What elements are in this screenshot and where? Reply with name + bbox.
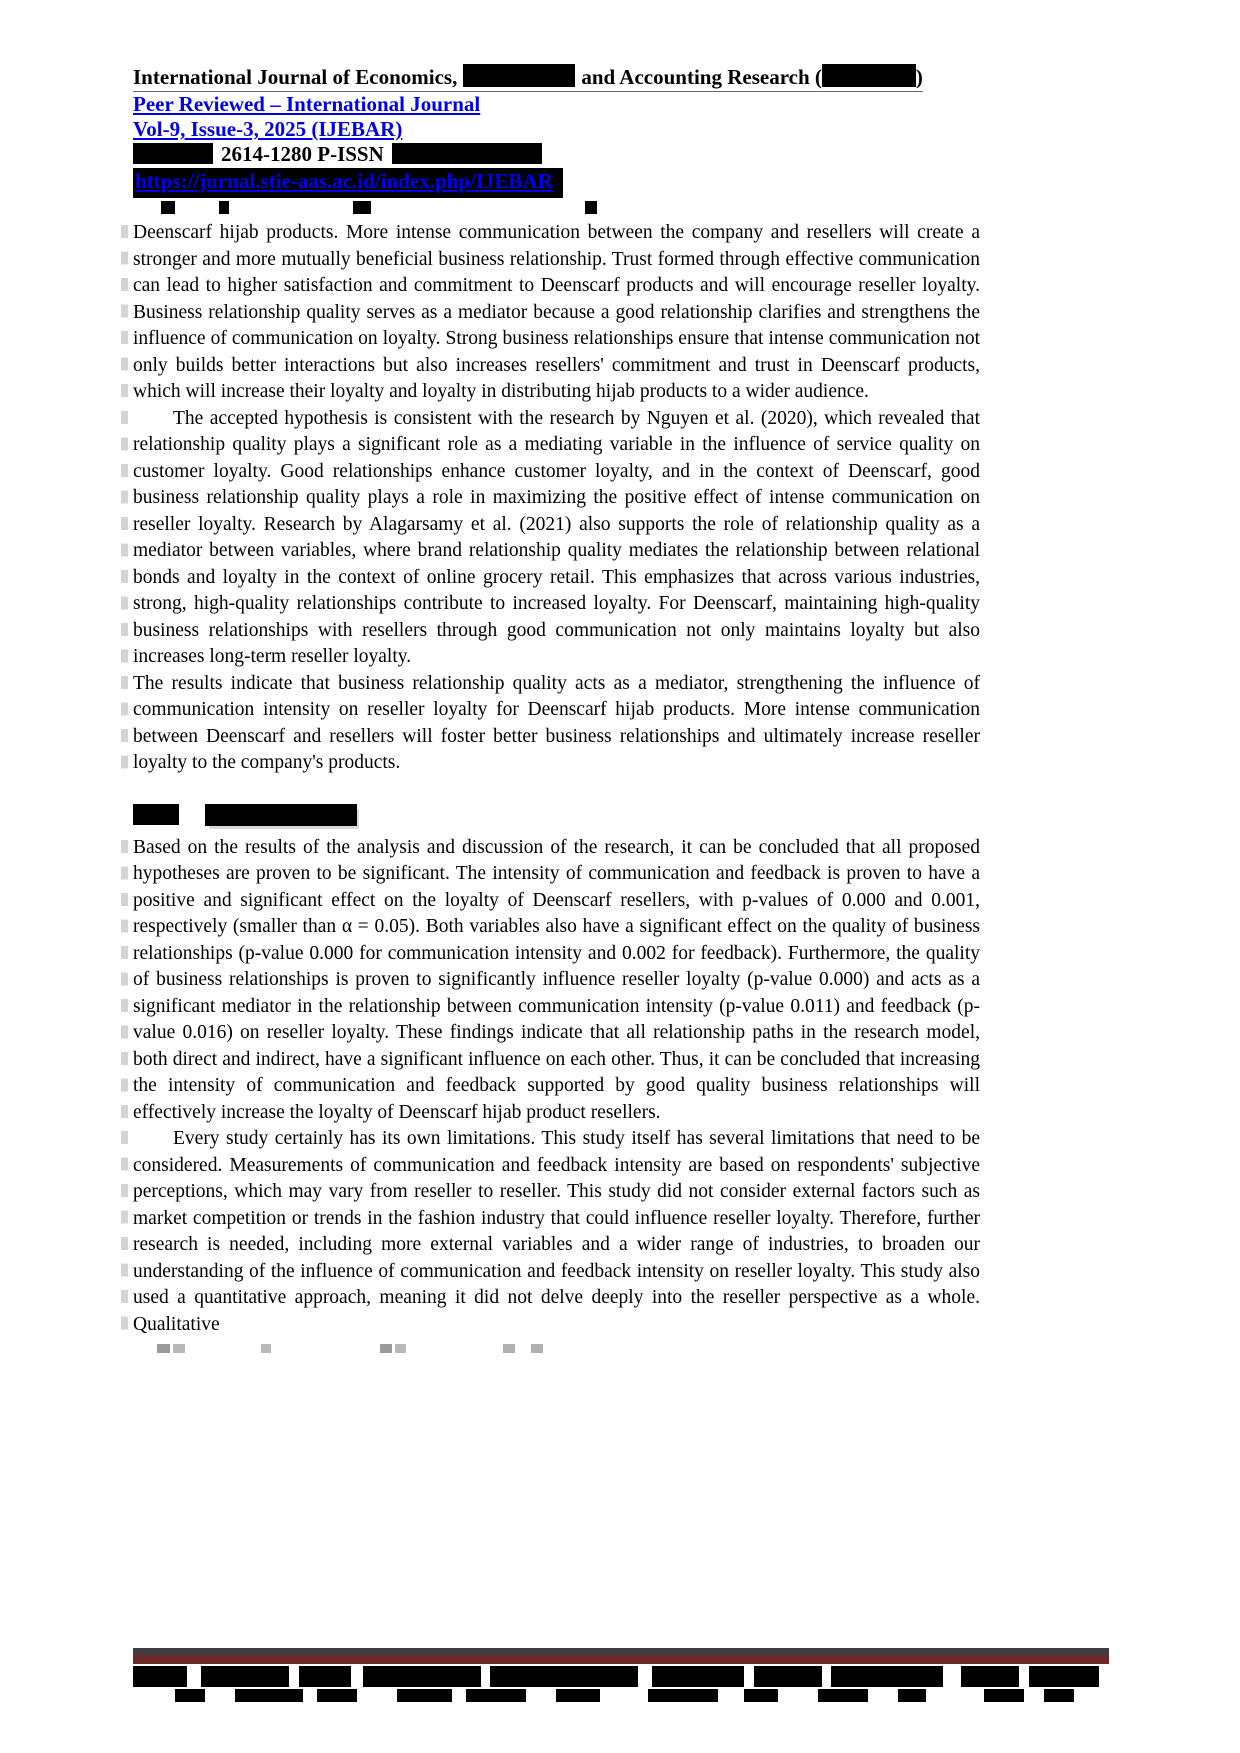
redaction-block [744,1689,778,1702]
issn-text: 2614-1280 P-ISSN [221,142,384,166]
footer-redacted-line-1 [133,1666,1109,1687]
redaction-block [463,64,575,87]
redaction-block [1044,1689,1074,1702]
redaction-block [133,143,213,164]
url-highlight-block [133,168,563,198]
paragraph-discussion-3: The results indicate that business relationship quality acts as a mediator, strengthening the influence of communication intensity on reseller loyalty for Deenscarf hijab products. More intense communication between Deenscarf and resellers will foster better business relationships and ultimately increase reseller loyalty to the company's products. [133,671,980,777]
redaction-block [898,1689,926,1702]
journal-title-part1: International Journal of Economics, [133,65,458,89]
peer-reviewed-text: Peer Reviewed – International Journal [133,92,481,116]
footer-bar-gray [133,1648,1109,1655]
journal-title [133,64,923,92]
redaction-block [1029,1666,1099,1687]
journal-title-part2: and Accounting Research ( [581,65,822,89]
issn-line [133,142,1123,167]
redacted-section-heading [133,804,980,828]
redaction-block [822,64,916,87]
paragraph-limitations: Every study certainly has its own limitations. This study itself has several limitations that need to be considered. Measurements of communication and feedback intensity are based on respondents' subjective perceptions, which may vary from reseller to reseller. This study did not consider external factors such as market competition or trends in the fashion industry that could influence reseller loyalty. Therefore, further research is needed, including more external variables and a wider range of industries, to broaden our understanding of the influence of communication and feedback intensity on reseller loyalty. This study also used a quantitative approach, meaning it did not delve deeply into the reseller perspective as a whole. Qualitative [133,1126,980,1338]
journal-url-link[interactable]: https://jurnal.stie-aas.ac.id/index.php/IJEBAR [135,169,553,193]
redaction-block [353,201,371,214]
paragraph-conclusion: Based on the results of the analysis and discussion of the research, it can be concluded that all proposed hypotheses are proven to be significant. The intensity of communication and feedback is proven to have a positive and significant effect on the loyalty of Deenscarf resellers, with p-values of 0.000 and 0.001, respectively (smaller than α = 0.05). Both variables also have a significant effect on the quality of business relationships (p-value 0.000 for communication intensity and 0.002 for feedback). Furthermore, the quality of business relationships is proven to significantly influence reseller loyalty (p-value 0.000) and acts as a significant mediator in the relationship between communication intensity (p-value 0.011) and feedback (p-value 0.016) on reseller loyalty. These findings indicate that all relationship paths in the research model, both direct and indirect, have a significant influence on each other. Thus, it can be concluded that increasing the intensity of communication and feedback supported by good quality business relationships will effectively increase the loyalty of Deenscarf hijab product resellers. [133,835,980,1127]
redaction-block [392,143,542,164]
header-redacted-remnants [133,201,1123,216]
scan-artifact [261,1344,271,1353]
redaction-block [556,1689,600,1702]
redaction-block [585,201,597,214]
paragraph-discussion-2: The accepted hypothesis is consistent with the research by Nguyen et al. (2020), which revealed that relationship quality plays a significant role as a mediating variable in the influence of service quality on customer loyalty. Good relationships enhance customer loyalty, and in the context of Deenscarf, good business relationship quality plays a role in maximizing the positive effect of intense communication on reseller loyalty. Research by Alagarsamy et al. (2021) also supports the role of relationship quality as a mediator between variables, where brand relationship quality mediates the relationship between relational bonds and loyalty in the context of online grocery retail. This emphasizes that across various industries, strong, high-quality relationships contribute to increased loyalty. For Deenscarf, maintaining high-quality business relationships with resellers through good communication not only maintains loyalty but also increases long-term reseller loyalty. [133,406,980,671]
redaction-block [818,1689,868,1702]
redaction-block [397,1689,452,1702]
redaction-block [648,1689,718,1702]
scan-artifact [503,1344,515,1353]
scan-artifact-row [133,1344,980,1354]
scan-artifact [157,1344,170,1353]
redaction-block-section-number [133,804,179,825]
volume-text: Vol-9, Issue-3, 2025 (IJEBAR) [133,117,403,141]
redaction-block [984,1689,1024,1702]
volume-line [133,117,1123,142]
article-body [133,220,980,1354]
journal-title-part3: ) [915,65,923,89]
peer-reviewed-line [133,92,1123,117]
redaction-block [161,201,175,214]
redaction-block [466,1689,526,1702]
redaction-block [317,1689,357,1702]
redaction-block [363,1666,481,1687]
redaction-block [652,1666,744,1687]
redaction-block [133,1666,187,1687]
scan-artifact [380,1344,392,1353]
redaction-block [235,1689,303,1702]
page-footer [133,1648,1109,1702]
journal-url-line [133,167,1123,198]
redaction-block [961,1666,1019,1687]
scan-artifact [173,1344,185,1353]
paragraph-discussion-1: Deenscarf hijab products. More intense communication between the company and resellers will create a stronger and more mutually beneficial business relationship. Trust formed through effective communication can lead to higher satisfaction and commitment to Deenscarf products and will encourage reseller loyalty. Business relationship quality serves as a mediator because a good relationship clarifies and strengthens the influence of communication on loyalty. Strong business relationships ensure that intense communication not only builds better interactions but also increases resellers' commitment and trust in Deenscarf products, which will increase their loyalty and loyalty in distributing hijab products to a wider audience. [133,220,980,406]
redaction-block-section-title [205,804,357,826]
redaction-block [201,1666,289,1687]
footer-redacted-line-2 [133,1689,1109,1702]
redaction-block [490,1666,638,1687]
redaction-block [831,1666,943,1687]
redaction-block [754,1666,822,1687]
redaction-block [219,201,229,214]
journal-title-line [133,64,1123,92]
scan-artifact [531,1344,543,1353]
redaction-block [299,1666,351,1687]
redaction-block [175,1689,205,1702]
scan-artifact [395,1344,406,1353]
journal-header [133,64,1123,216]
footer-bar-maroon [133,1655,1109,1664]
